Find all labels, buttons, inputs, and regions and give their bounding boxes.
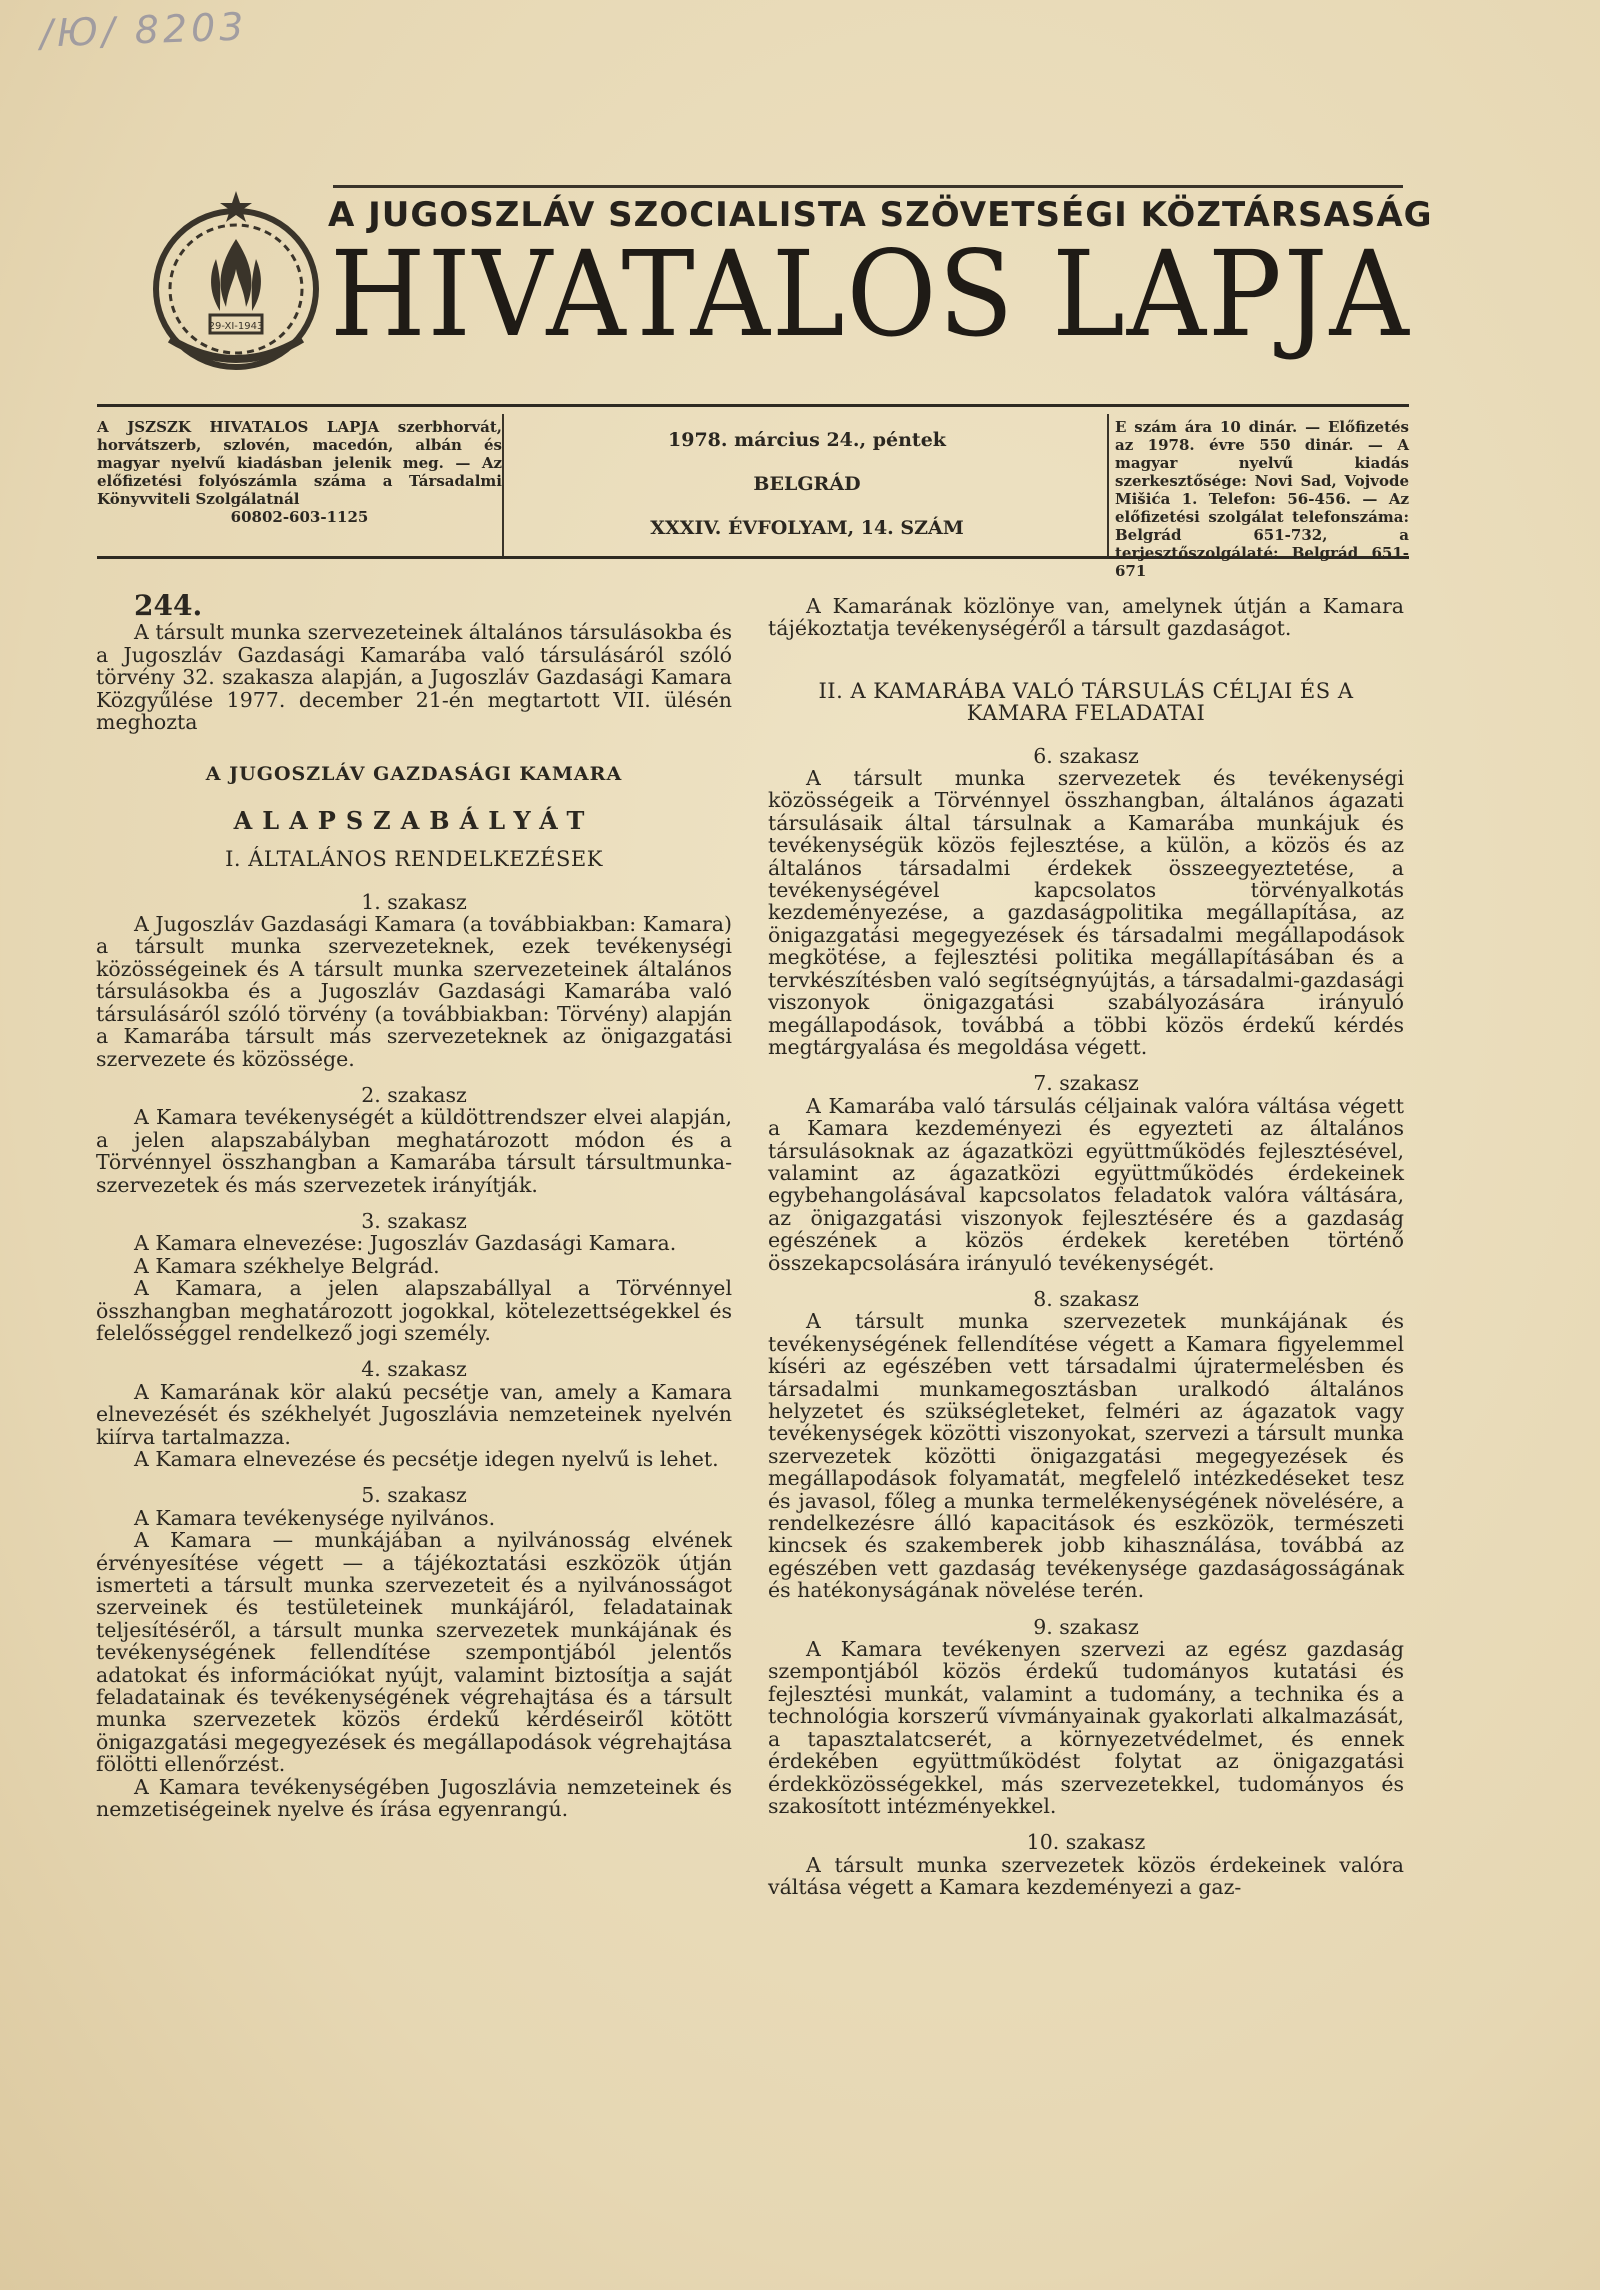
section-paragraph: A Kamara, a jelen alapszabállyal a Törvénnyel összhangban meghatározott jogokkal, kötelezettségekkel és felelősséggel rendelkező jogi személy. [96,1276,732,1345]
left-column [96,589,732,1822]
section-paragraph: A Kamara tevékenységét a küldöttrendszer elvei alapján, a jelen alapszabályban meghatározott módon és a Törvénnyel összhangban a Kamarába társult társultmunka-szervezetek és más szervezetek irányítják. [96,1105,732,1197]
section-paragraph: A Kamara székhelye Belgrád. [134,1253,440,1278]
section-paragraph: A Kamara elnevezése és pecsétje idegen nyelvű is lehet. [134,1447,719,1471]
band-top-rule [97,404,1409,407]
section-paragraph: A társult munka szervezetek közös érdekeinek valóra váltása végett a Kamara kezdeményezi a gaz- [768,1852,1404,1900]
chapter-heading: II. A KAMARÁBA VALÓ TÁRSULÁS CÉLJAI ÉS A KAMARA FELADATAI [818,678,1354,726]
band-bottom-rule [97,556,1409,559]
issue-date: 1978. március 24., péntek [668,429,946,451]
section-heading: 1. szakasz [361,889,467,914]
issue-number: XXXIV. ÉVFOLYAM, 14. SZÁM [650,517,964,539]
section-paragraph: A Kamarába való társulás céljainak valóra váltása végett a Kamara kezdeményezi és egyezteti az általános társulásoknak az ágazatközi együttműködés fejlesztésével, valamint az ágazatközi együttműködés érdekeinek egybehangolásával kapcsolatos feladatok valóra váltására, az önigazgatási viszonyok fejlesztésére és a gazdaság egészének a közös érdekek keretében történő összekapcsolására irányuló tevékenységét. [768,1093,1404,1275]
publication-info [97,418,502,526]
section-paragraph: A Kamara tevékenységében Jugoszlávia nemzeteinek és nemzetiségeinek nyelve és írása egyenrangú. [96,1774,732,1822]
section-heading: 4. szakasz [361,1357,467,1382]
masthead-rule [333,185,1403,188]
decree-number: 244. [134,589,203,622]
publication-info-text: A JSZSZK HIVATALOS LAPJA szerbhorvát, horvátszerb, szlovén, macedón, albán és magyar nyelvű kiadásban jelenik meg. — Az előfizetési folyószámla száma a Társadalmi Könyvviteli Szolgálatnál [97,418,502,508]
continued-paragraph: A Kamarának közlönye van, amelynek útján a Kamara tájékoztatja tevékenységéről a társult gazdaságot. [768,594,1404,641]
right-column [768,595,1404,1899]
section-heading: 8. szakasz [1033,1286,1139,1311]
section-heading: 7. szakasz [1033,1071,1139,1096]
account-number: 60802-603-1125 [230,508,369,526]
band-divider [1107,414,1109,556]
section-heading: 5. szakasz [361,1483,467,1508]
chapter-heading: I. ÁLTALÁNOS RENDELKEZÉSEK [225,847,603,872]
masthead [138,185,1433,385]
section-paragraph: A Kamara — munkájában a nyilvánosság elvének érvényesítése végett — a tájékoztatási eszközök útján ismerteti a társult munka szervezeteit és a nyilvánosságot szerveinek és testületeinek munkájáról, feladatainak teljesítéséről, a társult munka szervezetek munkájának és tevékenységének fellendítése szempontjából jelentős adatokat és információkat nyújt, valamint biztosítja a saját feladatainak és tevékenységének végrehajtása és a társult munka szervezetek közös érdekű kérdéseiről kötött önigazgatási megegyezések és megállapodások végrehajtása fölötti ellenőrzést. [96,1528,732,1777]
statute-title: ALAPSZABÁLYÁT [233,805,595,835]
newspaper-title: HIVATALOS LAPJA [330,225,1411,363]
preamble: A társult munka szervezeteinek általános társulásokba és a Jugoszláv Gazdasági Kamarába való társulásáról szóló törvény 32. szakasza alapján, a Jugoszláv Gazdasági Kamara Közgyűlése 1977. december 21-én megtartott VII. ülésén meghozta [96,620,732,735]
section-paragraph: A Jugoszláv Gazdasági Kamara (a továbbiakban: Kamara) a társult munka szervezeteknek, ezek tevékenységi közösségeinek és A társult munka szervezeteinek általános társulásokba és a Jugoszláv Gazdasági Kamarába való társulásáról szóló törvény (a továbbiakban: Törvény) alapján a Kamarába társult más szervezeteknek az önigazgatási szervezete és közössége. [96,912,732,1071]
price-info: E szám ára 10 dinár. — Előfizetés az 1978. évre 550 dinár. — A magyar nyelvű kiadás szerkesztősége: Novi Sad, Vojvode Mišića 1. Telefon: 56-456. — Az előfizetési szolgálat telefonszáma: Belgrád 651-732, a terjesztőszolgálaté: Belgrád 651-671 [1115,418,1409,580]
section-paragraph: A társult munka szervezetek munkájának és tevékenységének fellendítése végett a Kamara figyelemmel kíséri az egészében vett társadalmi újratermelésben és társadalmi munkamegosztásban uralkodó általános helyzetet és szükségleteket, felméri az ágazatok vagy tevékenységek közötti viszonyokat, szervezi a társult munka szervezetek közötti önigazgatási megegyezések és megállapodások folyamatát, megfelelő intézkedéseket tesz és javasol, főleg a munka termelékenységének növelésére, a rendelkezésre álló kapacitások és eszközök, természeti kincsek és szakemberek jobb kihasználása, továbbá az egészében vett gazdaság tevékenysége gazdaságosságának és hatékonyságának növelése terén. [768,1309,1404,1603]
section-paragraph: A Kamara elnevezése: Jugoszláv Gazdasági Kamara. [134,1231,677,1256]
section-paragraph: A Kamara tevékenyen szervezi az egész gazdaság szempontjából közös érdekű tudományos kutatási és fejlesztési munkát, valamint a tudomány, a technika és a technológia korszerű vívmányainak gyakorlati alkalmazását, a tapasztalatcserét, a környezetvédelmet, és ennek érdekében együttműködést folytat az önigazgatási érdekközösségekkel, más szervezetekkel, tudományos és szakosított intézményekkel. [768,1637,1404,1818]
decree-title: A JUGOSZLÁV GAZDASÁGI KAMARA [205,763,623,786]
emblem-date: 29-XI-1943 [208,321,264,332]
section-heading: 6. szakasz [1033,743,1139,768]
archive-stamp: /Ю/ 8203 [39,4,249,56]
issue-city: BELGRÁD [753,473,861,495]
section-heading: 10. szakasz [1026,1830,1146,1855]
section-heading: 9. szakasz [1033,1614,1139,1639]
section-paragraph: A Kamara tevékenysége nyilvános. [134,1505,496,1530]
section-heading: 2. szakasz [361,1082,467,1107]
band-divider [502,414,504,556]
state-emblem-icon [150,189,322,379]
info-band [97,410,1409,580]
section-paragraph: A társult munka szervezetek és tevékenységi közösségeik a Törvénnyel összhangban, általános ágazati társulásaik által társulnak a Kamarába munkájuk és tevékenységük közös fejlesztése, a külön, a közös és az általános társadalmi érdekek összeegyeztetése, a tevékenységével kapcsolatos törvényalkotás kezdeményezése, a gazdaságpolitika megállapítása, az önigazgatási megegyezések és társadalmi megállapodások megkötése, a fejlesztési politika megállapításában és a tervkészítésben való segítségnyújtás, a társadalmi-gazdasági viszonyok önigazgatási szabályozására irányuló megállapodások, továbbá a többi közös érdekű kérdés megtárgyalása és megoldása végett. [768,766,1404,1059]
section-heading: 3. szakasz [361,1208,467,1233]
section-paragraph: A Kamarának kör alakú pecsétje van, amely a Kamara elnevezését és székhelyét Jugoszlávia nemzeteinek nyelvén kiírva tartalmazza. [96,1379,732,1449]
republic-name: A JUGOSZLÁV SZOCIALISTA SZÖVETSÉGI KÖZTÁRSASÁG [328,195,1433,235]
issue-info [522,428,1092,560]
